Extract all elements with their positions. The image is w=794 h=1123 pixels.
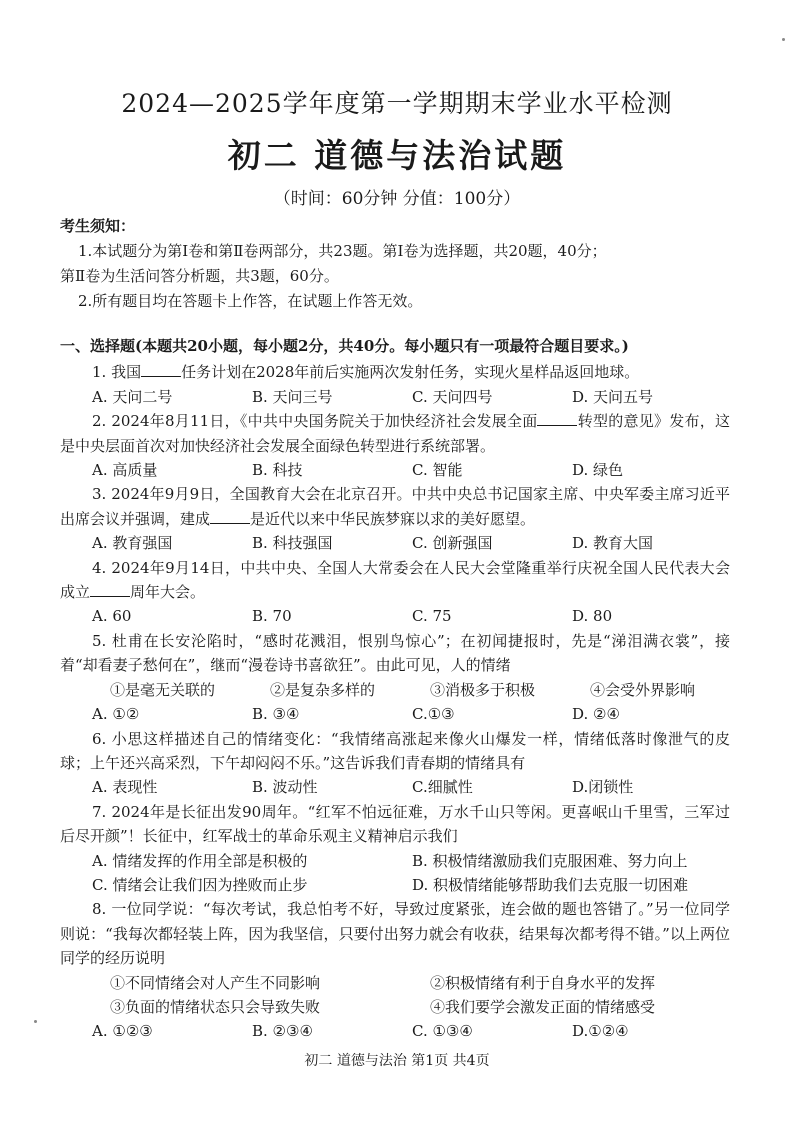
notice-line: 1.本试题分为第Ⅰ卷和第Ⅱ卷两部分，共23题。第Ⅰ卷为选择题，共20题，40分； (78, 242, 607, 260)
section-multiple-choice (60, 334, 730, 1044)
option-d: D. 天问五号 (572, 387, 654, 406)
stem-text: 4. 2024年9月14日，中共中央、全国人大常委会在人民大会堂隆重举行庆祝全国人民代表大会成立 (60, 558, 730, 602)
question-3-stem (60, 482, 730, 531)
exam-title: 2024—2025学年度第一学期期末学业水平检测 (121, 89, 673, 118)
option-c: C. 智能 (412, 461, 463, 480)
statement-4: ④我们要学会激发正面的情绪感受 (430, 997, 656, 1016)
question-7-options-ab (60, 849, 730, 873)
statement-1: ①是毫无关联的 (110, 680, 216, 699)
candidate-notice (60, 214, 730, 314)
question-1-options (60, 385, 730, 409)
option-c: C. ①③④ (412, 1022, 473, 1041)
section-heading: 一、选择题(本题共20小题，每小题2分，共40分。每小题只有一项最符合题目要求。) (60, 337, 629, 355)
option-b: B. ②③④ (252, 1022, 313, 1041)
question-8-statements-12 (60, 971, 730, 995)
option-d: D. 积极情绪能够帮助我们去克服一切困难 (412, 875, 689, 894)
option-b: B. 科技 (252, 461, 303, 480)
question-2-stem (60, 409, 730, 458)
stem-text: 任务计划在2028年前后实施两次发射任务，实现火星样品返回地球。 (181, 363, 640, 382)
option-b: B. 波动性 (252, 778, 318, 797)
option-a: A. 表现性 (92, 778, 158, 797)
option-a: A. ①②③ (92, 1022, 153, 1041)
option-d: D.①②④ (572, 1022, 629, 1041)
statement-4: ④会受外界影响 (590, 680, 696, 699)
notice-heading: 考生须知： (60, 217, 136, 235)
option-c: C.①③ (412, 705, 455, 724)
answer-blank (210, 509, 250, 524)
question-3-options (60, 531, 730, 555)
option-b: B. 70 (252, 607, 292, 626)
question-5-statements (60, 678, 730, 702)
question-7-stem: 7. 2024年是长征出发90周年。“红军不怕远征难，万水千山只等闲。更喜岷山千里雪，三军过后尽开颜”！长征中，红军战士的革命乐观主义精神启示我们 (60, 802, 730, 846)
question-2-options (60, 458, 730, 482)
exam-time-score: （时间：60分钟 分值：100分） (273, 189, 521, 209)
question-8-options (60, 1019, 730, 1043)
option-a: A. 高质量 (92, 461, 158, 480)
question-5-options (60, 702, 730, 726)
option-d: D. 80 (572, 607, 613, 626)
question-4-stem (60, 556, 730, 605)
answer-blank (141, 362, 181, 377)
option-d: D. 绿色 (572, 461, 624, 480)
option-a: A. 天问二号 (92, 387, 173, 406)
notice-line: 第Ⅱ卷为生活问答分析题，共3题，60分。 (60, 267, 339, 285)
statement-3: ③消极多于积极 (430, 680, 536, 699)
option-a: A. ①② (92, 705, 140, 724)
option-c: C. 75 (412, 607, 452, 626)
question-8-stem: 8. 一位同学说：“每次考试，我总怕考不好，导致过度紧张，连会做的题也答错了。”另一位同学则说：“我每次都轻装上阵，因为我坚信，只要付出努力就会有收获，结果每次都考得不错。”以上两位同学的经历说明 (60, 900, 730, 968)
stem-text: 是近代以来中华民族梦寐以求的美好愿望。 (250, 509, 536, 528)
stem-text: 转型的意见》发布，这是中央层面首次对加快经济社会发展全面绿色转型进行系统部署。 (60, 412, 730, 455)
subject-title: 初二 道德与法治试题 (227, 136, 567, 175)
option-a: A. 教育强国 (92, 534, 173, 553)
answer-blank (537, 411, 577, 426)
stem-text: 周年大会。 (130, 583, 206, 602)
option-d: D.闭锁性 (572, 778, 634, 797)
question-7-options-cd (60, 873, 730, 897)
answer-blank (90, 582, 130, 597)
option-b: B. ③④ (252, 705, 300, 724)
option-b: B. 科技强国 (252, 534, 333, 553)
stem-text: 1. 我国 (92, 363, 142, 382)
option-d: D. ②④ (572, 705, 620, 724)
option-c: C. 创新强国 (412, 534, 493, 553)
scan-speck (34, 1020, 37, 1023)
statement-3: ③负面的情绪状态只会导致失败 (110, 997, 321, 1016)
stem-text: 3. 2024年9月9日，全国教育大会在北京召开。中共中央总书记国家主席、中央军委主席习近平出席会议并强调，建成 (60, 485, 730, 528)
option-b: B. 天问三号 (252, 387, 333, 406)
question-5-stem: 5. 杜甫在长安沦陷时，“感时花溅泪，恨别鸟惊心”；在初闻捷报时，先是“涕泪满衣裳”，接着“却看妻子愁何在”，继而“漫卷诗书喜欲狂”。由此可见，人的情绪 (60, 631, 730, 675)
question-8-statements-34 (60, 995, 730, 1019)
option-c: C.细腻性 (412, 778, 473, 797)
option-b: B. 积极情绪激励我们克服困难、努力向上 (412, 851, 688, 870)
question-6-stem: 6. 小思这样描述自己的情绪变化：“我情绪高涨起来像火山爆发一样，情绪低落时像泄气的皮球；上午还兴高采烈，下午却闷闷不乐。”这告诉我们青春期的情绪具有 (60, 729, 730, 772)
page-footer: 初二 道德与法治 第1页 共4页 (304, 1053, 490, 1069)
notice-line: 2.所有题目均在答题卡上作答，在试题上作答无效。 (78, 292, 423, 310)
question-4-options (60, 604, 730, 628)
question-6-options (60, 775, 730, 799)
statement-2: ②积极情绪有利于自身水平的发挥 (430, 973, 656, 992)
option-d: D. 教育大国 (572, 534, 654, 553)
option-a: A. 情绪发挥的作用全部是积极的 (92, 851, 308, 870)
stem-text: 2. 2024年8月11日，《中共中央国务院关于加快经济社会发展全面 (92, 412, 538, 431)
question-1-stem (60, 360, 730, 384)
option-a: A. 60 (92, 607, 132, 626)
statement-1: ①不同情绪会对人产生不同影响 (110, 973, 321, 992)
scan-speck (782, 38, 785, 41)
option-c: C. 天问四号 (412, 387, 493, 406)
option-c: C. 情绪会让我们因为挫败而止步 (92, 875, 308, 894)
statement-2: ②是复杂多样的 (270, 680, 376, 699)
